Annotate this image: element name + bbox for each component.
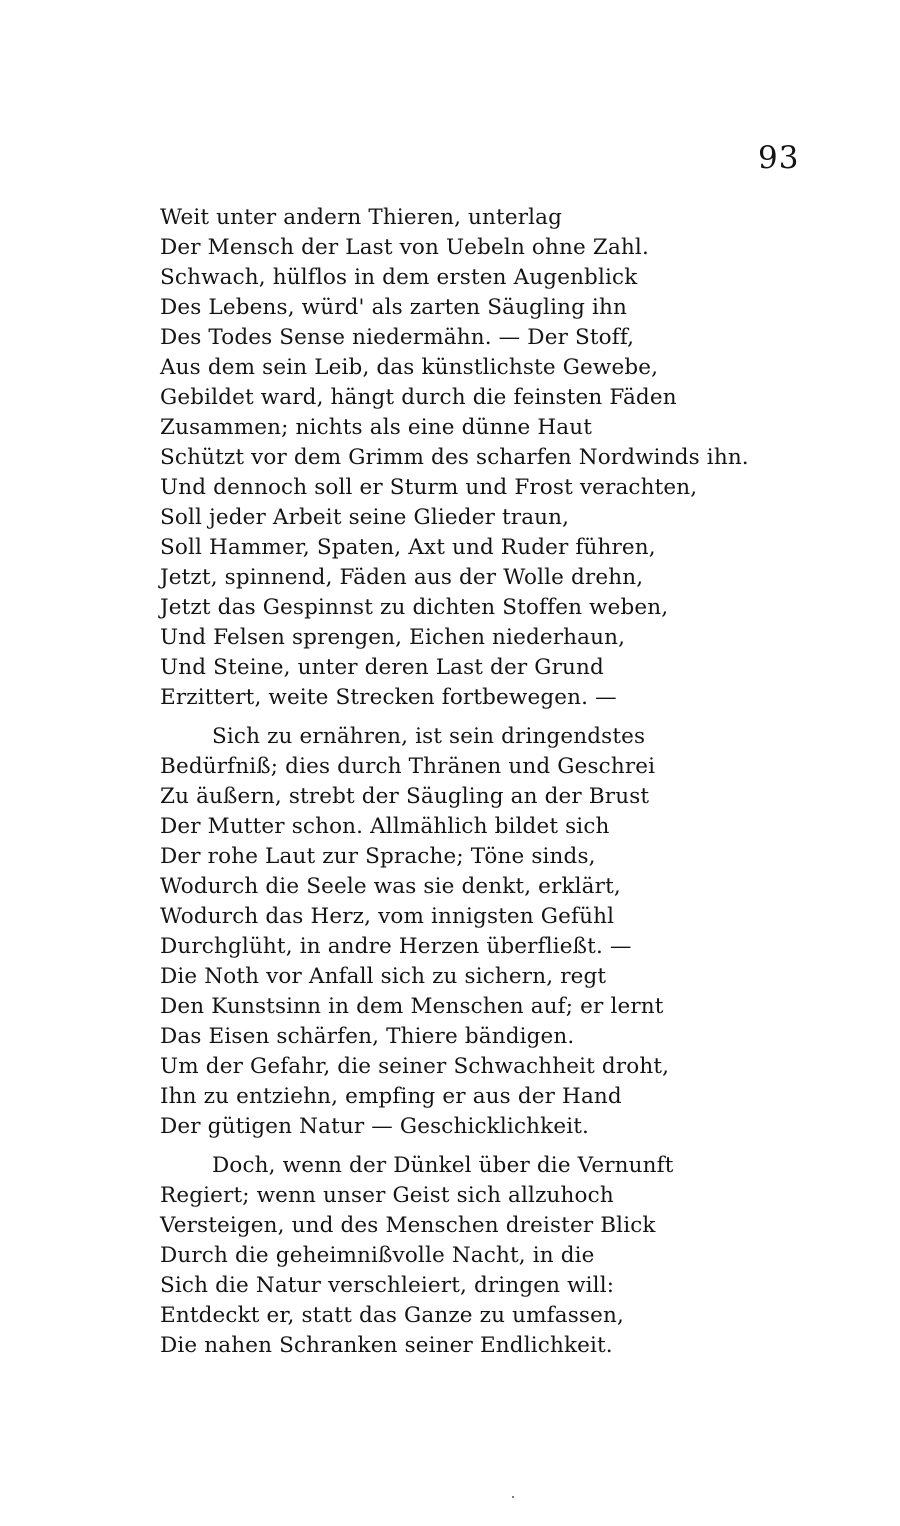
stanza-1 <box>160 203 840 713</box>
text-line: Regiert; wenn unser Geist sich allzuhoch <box>160 1183 614 1208</box>
text-line: Soll Hammer, Spaten, Axt und Ruder führen, <box>160 535 656 560</box>
text-line: Soll jeder Arbeit seine Glieder traun, <box>160 505 570 530</box>
text-line: Die nahen Schranken seiner Endlichkeit. <box>160 1333 613 1358</box>
text-line: Die Noth vor Anfall sich zu sichern, regt <box>160 964 607 989</box>
text-line: Des Todes Sense niedermähn. — Der Stoff, <box>160 325 635 350</box>
paper-speck <box>512 1496 514 1498</box>
text-line: Und Steine, unter deren Last der Grund <box>160 655 604 680</box>
text-line: Jetzt, spinnend, Fäden aus der Wolle drehn, <box>160 565 644 590</box>
text-line: Ihn zu entziehn, empfing er aus der Hand <box>160 1084 622 1109</box>
text-line: Entdeckt er, statt das Ganze zu umfassen, <box>160 1303 624 1328</box>
text-line: Der rohe Laut zur Sprache; Töne sinds, <box>160 844 596 869</box>
text-line: Aus dem sein Leib, das künstlichste Gewebe, <box>160 355 659 380</box>
text-line: Versteigen, und des Menschen dreister Blick <box>160 1213 656 1238</box>
text-line: Und dennoch soll er Sturm und Frost verachten, <box>160 475 698 500</box>
text-line: Jetzt das Gespinnst zu dichten Stoffen weben, <box>160 595 669 620</box>
text-line: Des Lebens, würd' als zarten Säugling ihn <box>160 295 628 320</box>
text-line: Erzittert, weite Strecken fortbewegen. — <box>160 685 617 710</box>
text-line: Bedürfniß; dies durch Thränen und Geschrei <box>160 754 656 779</box>
stanza-2 <box>160 722 840 1142</box>
text-line: Sich zu ernähren, ist sein dringendstes <box>212 724 646 749</box>
text-line: Durch die geheimnißvolle Nacht, in die <box>160 1243 595 1268</box>
text-line: Der Mutter schon. Allmählich bildet sich <box>160 814 610 839</box>
text-line: Sich die Natur verschleiert, dringen will: <box>160 1273 615 1298</box>
text-line: Wodurch die Seele was sie denkt, erklärt, <box>160 874 621 899</box>
text-line: Schwach, hülflos in dem ersten Augenblick <box>160 265 638 290</box>
text-line: Das Eisen schärfen, Thiere bändigen. <box>160 1024 575 1049</box>
text-line: Zu äußern, strebt der Säugling an der Brust <box>160 784 650 809</box>
text-line: Doch, wenn der Dünkel über die Vernunft <box>212 1153 674 1178</box>
text-line: Um der Gefahr, die seiner Schwachheit droht, <box>160 1054 670 1079</box>
page-number: 93 <box>758 140 800 176</box>
stanza-3 <box>160 1151 840 1361</box>
text-line: Schützt vor dem Grimm des scharfen Nordwinds ihn. <box>160 445 749 470</box>
text-line: Wodurch das Herz, vom innigsten Gefühl <box>160 904 615 929</box>
text-line: Zusammen; nichts als eine dünne Haut <box>160 415 593 440</box>
text-line: Den Kunstsinn in dem Menschen auf; er lernt <box>160 994 664 1019</box>
text-line: Gebildet ward, hängt durch die feinsten Fäden <box>160 385 677 410</box>
text-line: Weit unter andern Thieren, unterlag <box>160 205 563 230</box>
text-line: Der gütigen Natur — Geschicklichkeit. <box>160 1114 589 1139</box>
poem-text <box>160 203 840 1361</box>
text-line: Der Mensch der Last von Uebeln ohne Zahl. <box>160 235 649 260</box>
text-line: Und Felsen sprengen, Eichen niederhaun, <box>160 625 626 650</box>
text-line: Durchglüht, in andre Herzen überfließt. — <box>160 934 632 959</box>
